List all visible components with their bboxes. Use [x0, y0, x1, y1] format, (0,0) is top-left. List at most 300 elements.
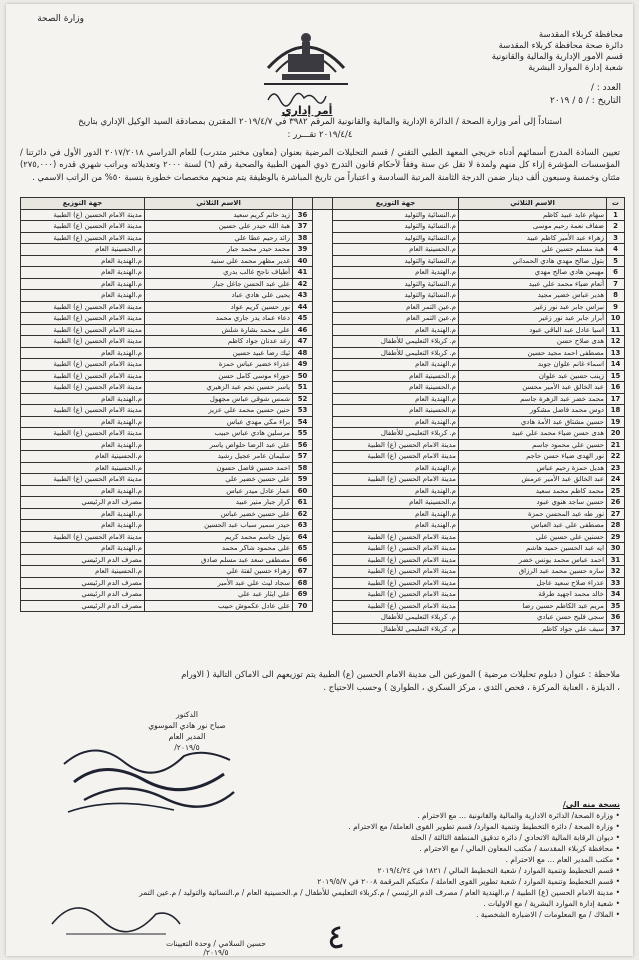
employee-name: نبراس جابر عبد نور زغير	[459, 301, 607, 313]
employee-name: علي عبد الرضا حلواص ياسر	[145, 439, 293, 451]
column-gap	[313, 612, 333, 624]
col-header-name-2: الاسم الثلاثي	[145, 198, 293, 210]
column-gap	[313, 244, 333, 256]
column-gap	[313, 520, 333, 532]
table-row	[21, 554, 625, 566]
employee-name: هدى حسن ضياء محمد علي عبيد	[459, 428, 607, 440]
row-number: 35	[607, 600, 625, 612]
assignment: م.الحسينية العام	[21, 566, 145, 578]
column-gap	[313, 543, 333, 555]
employee-name: مصطفى سعد عبد مسلم صادق	[145, 554, 293, 566]
employee-name: مصطفى احمد مجيد حسين	[459, 347, 607, 359]
table-row	[21, 255, 625, 267]
employee-name: حسنين علي حسين علي	[459, 531, 607, 543]
assignment: م.الحسينية العام	[333, 370, 459, 382]
column-gap	[313, 278, 333, 290]
row-number: 14	[607, 359, 625, 371]
employee-name: نور حسين كريم عواد	[145, 301, 293, 313]
employee-name: محمد حيدر محمد جبار	[145, 244, 293, 256]
copy-line: • شعبة إدارة الموارد البشرية / مع الاوليات .	[483, 899, 620, 908]
employee-name: دعاء عماد يدر جاري محمد	[145, 313, 293, 325]
row-number: 42	[293, 278, 313, 290]
assignment: م.الهندية العام	[333, 462, 459, 474]
employee-name: مرسلين هادي عباس حبيب	[145, 428, 293, 440]
employee-name: هبة الله حيدر علي حسين	[145, 221, 293, 233]
table-row	[21, 451, 625, 463]
row-number: 68	[293, 577, 313, 589]
row-number: 50	[293, 370, 313, 382]
ministry-text: وزارة الصحة	[37, 14, 84, 24]
assignment: مدينة الامام الحسين (ع) الطبية	[333, 451, 459, 463]
row-number: 38	[293, 232, 313, 244]
intro-line-2: ٢٠١٩/٤/٤ تقـــرر :	[287, 130, 353, 140]
row-number: 4	[607, 244, 625, 256]
column-gap	[313, 462, 333, 474]
column-gap	[313, 451, 333, 463]
doc-number: العدد : /	[590, 83, 621, 93]
table-row	[21, 393, 625, 405]
employee-name	[145, 612, 293, 624]
column-gap	[313, 531, 333, 543]
doc-date: التاريخ : / ٥ / ٢٠١٩	[550, 96, 621, 106]
signature-title: الدكتور	[176, 710, 198, 719]
assignment: م.الهندية العام	[21, 485, 145, 497]
column-gap	[313, 577, 333, 589]
employee-name: علي عادل عكموش حبيب	[145, 600, 293, 612]
signature-date: ٢٠١٩/٥/	[174, 743, 200, 752]
row-number: 63	[293, 520, 313, 532]
page-number-text: ٤	[326, 917, 346, 957]
assignment: مدينة الامام الحسين (ع) الطبية	[21, 359, 145, 371]
table-row	[21, 416, 625, 428]
row-number: 52	[293, 393, 313, 405]
column-gap	[313, 497, 333, 509]
row-number: 1	[607, 209, 625, 221]
column-gap	[313, 405, 333, 417]
table-row	[21, 577, 625, 589]
assignment: م.الحسينية العام	[333, 244, 459, 256]
row-number: 41	[293, 267, 313, 279]
intro-line-1: استناداً إلى أمر وزارة الصحة / الدائرة الإدارية والمالية والقانونية المرقم ٣٩٨٢ في ٢٠١٩/٤/٧ المقترن بمصادقة السيد الوكيل الإداري بتاريخ	[78, 117, 562, 127]
row-number: 48	[293, 347, 313, 359]
copy-line: • الملاك / مع المعلومات / الاضبارة الشخصية .	[476, 910, 620, 919]
letterhead-line-4: شعبة إدارة الموارد البشرية	[528, 63, 623, 73]
assignment: مصرف الدم الرئيسي	[21, 577, 145, 589]
copy-line: • ديوان الرقابة المالية الاتحادي / دائرة تدقيق المنطقة الثالثة / الحلة	[410, 833, 620, 842]
copy-line: • مكتب المدير العام ... مع الاحترام .	[505, 855, 620, 864]
footer-clerk: حسين السلامي / وحدة التعيينات ٢٠١٩/٥/	[166, 939, 266, 957]
column-gap	[313, 382, 333, 394]
column-gap	[313, 439, 333, 451]
employee-name: ايه عبد الحسين حميد هاشم	[459, 543, 607, 555]
column-gap	[313, 290, 333, 302]
assignment: م.الهندية العام	[333, 324, 459, 336]
assignment: مصرف الدم الرئيسي	[21, 497, 145, 509]
col-header-dest: جهة التوزيع	[333, 198, 459, 210]
column-gap	[313, 393, 333, 405]
copy-line: • مدينة الامام الحسين (ع) الطبية / م.الهندية العام / مصرف الدم الرئيسي / م.كربلاء التعليمي للأطفال / م.الحسينية العام / م.النسائية والتوليد / م.عين التمر	[139, 888, 620, 897]
assignment: م.الهندية العام	[21, 290, 145, 302]
row-number: 58	[293, 462, 313, 474]
employee-name: محمد كاظم محمد سعيد	[459, 485, 607, 497]
assignment: م.النسائية والتوليد	[333, 232, 459, 244]
row-number: 28	[607, 520, 625, 532]
column-gap	[313, 508, 333, 520]
row-number: 49	[293, 359, 313, 371]
column-gap	[313, 347, 333, 359]
employee-name: عذراء خضير عباس حمزة	[145, 359, 293, 371]
table-row	[21, 508, 625, 520]
signature-role: المدير العام	[168, 732, 206, 741]
table-row	[21, 497, 625, 509]
assignment: م.الهندية العام	[333, 393, 459, 405]
employee-name: حيدر سمير سباب عبد الحسين	[145, 520, 293, 532]
assignment: م. كربلاء التعليمي للأطفال	[333, 428, 459, 440]
table-row	[21, 485, 625, 497]
col-header-num: ت	[607, 198, 625, 210]
assignment: مدينة الامام الحسين (ع) الطبية	[21, 428, 145, 440]
assignment: مدينة الامام الحسين (ع) الطبية	[21, 336, 145, 348]
assignment: م.الهندية العام	[21, 267, 145, 279]
assignment: م. كربلاء التعليمي للأطفال	[333, 336, 459, 348]
assignment: م.الهندية العام	[21, 393, 145, 405]
employee-name: أنعام ضياء محمد علي عبيد	[459, 278, 607, 290]
employee-name: ياسر حسين نجم عبد الزهيري	[145, 382, 293, 394]
column-gap	[313, 324, 333, 336]
table-row	[21, 244, 625, 256]
employee-name: علي عبد الحسن جاغل جبار	[145, 278, 293, 290]
employee-name: احمد حسين فاضل حسون	[145, 462, 293, 474]
assignment: م.النسائية والتوليد	[333, 209, 459, 221]
assignment: مدينة الامام الحسين (ع) الطبية	[21, 324, 145, 336]
assignment: م.الهندية العام	[21, 278, 145, 290]
employee-name: زهراء عبد الأمير كاظم عبيد	[459, 232, 607, 244]
row-number: 21	[607, 439, 625, 451]
assignment: مصرف الدم الرئيسي	[21, 600, 145, 612]
employee-name: هدى صلاح حسن	[459, 336, 607, 348]
letterhead-line-3: قسم الأمور الإدارية والمالية والقانونية	[491, 52, 623, 62]
column-gap	[313, 566, 333, 578]
assignment: مدينة الامام الحسين (ع) الطبية	[21, 370, 145, 382]
letterhead-line-1: محافظة كربلاء المقدسة	[538, 30, 623, 40]
employee-name: عبد الخالق عبد الأمير محسن	[459, 382, 607, 394]
row-number: 6	[607, 267, 625, 279]
signature-name: صباح نور هادي الموسوي	[148, 721, 226, 730]
row-number: 45	[293, 313, 313, 325]
row-number	[293, 612, 313, 624]
assignment: مدينة الامام الحسين (ع) الطبية	[21, 382, 145, 394]
assignment: م.عين التمر العام	[333, 313, 459, 325]
employee-name: نور طه عبد المحسن حمزة	[459, 508, 607, 520]
row-number: 53	[293, 405, 313, 417]
assignment: م.الحسينية العام	[333, 405, 459, 417]
row-number: 31	[607, 554, 625, 566]
assignment: م.الهندية العام	[333, 508, 459, 520]
col-header-num-2	[293, 198, 313, 210]
row-number: 43	[293, 290, 313, 302]
assignment: مدينة الامام الحسين (ع) الطبية	[333, 474, 459, 486]
table-row	[21, 623, 625, 635]
employee-name: زينب حسين عبد علوان	[459, 370, 607, 382]
letterhead-line-2: دائرة صحة محافظة كربلاء المقدسة	[498, 41, 623, 51]
row-number: 56	[293, 439, 313, 451]
employee-name: حسين ساجد هنوي عبود	[459, 497, 607, 509]
assignment: مدينة الامام الحسين (ع) الطبية	[333, 439, 459, 451]
employee-name: عمار عادل ميدر عباس	[145, 485, 293, 497]
assignment: مدينة الامام الحسين (ع) الطبية	[333, 566, 459, 578]
column-gap	[313, 313, 333, 325]
assignment: م.عين التمر العام	[333, 301, 459, 313]
column-gap	[313, 485, 333, 497]
employee-name: سيف علي جواد كاظم	[459, 623, 607, 635]
employee-name: اسيا عادل عبد الباقي عبود	[459, 324, 607, 336]
intro-paragraph	[20, 116, 620, 141]
row-number: 36	[607, 612, 625, 624]
row-number: 70	[293, 600, 313, 612]
employee-name: خالد محمد اجهيد طرقة	[459, 589, 607, 601]
table-row	[21, 382, 625, 394]
assignment: م.النسائية والتوليد	[333, 255, 459, 267]
row-number: 25	[607, 485, 625, 497]
employee-name: أطياف ناجح غالب بدري	[145, 267, 293, 279]
employee-name: محمد خضر عبد الزهرة جاسم	[459, 393, 607, 405]
row-number: 16	[607, 382, 625, 394]
row-number: 9	[607, 301, 625, 313]
col-header-name: الاسم الثلاثي	[459, 198, 607, 210]
assignment: م.الهندية العام	[21, 255, 145, 267]
column-gap	[313, 232, 333, 244]
column-gap	[313, 336, 333, 348]
employee-name: يحيى علي هادي عباد	[145, 290, 293, 302]
assignment: م. كربلاء التعليمي للأطفال	[333, 612, 459, 624]
column-gap	[313, 221, 333, 233]
employee-name: هدير عباس خضير مجيد	[459, 290, 607, 302]
employee-name: حسين علي محمود جاسم	[459, 439, 607, 451]
assignment: م.الهندية العام	[333, 267, 459, 279]
copy-line: • قسم التخطيط وتنمية الموارد / شعبة تطوير القوى العاملة / مكتبكم المرقمة ٢٠٠٨ في ٢٠١٩/٥/٧	[317, 877, 620, 886]
employee-name: شمس شوقي عباس مجهول	[145, 393, 293, 405]
copy-line: • وزارة الصحة/ الدائرة الادارية والمالية والقانونية ... مع الاحترام .	[417, 811, 620, 820]
column-gap	[313, 255, 333, 267]
row-number: 29	[607, 531, 625, 543]
assignment: مدينة الامام الحسين (ع) الطبية	[333, 554, 459, 566]
column-gap	[313, 623, 333, 635]
row-number: 46	[293, 324, 313, 336]
row-number: 67	[293, 566, 313, 578]
assignment: م.الحسينية العام	[21, 462, 145, 474]
employee-name: هبة مسلم حسين علي	[459, 244, 607, 256]
table-row	[21, 290, 625, 302]
table-row	[21, 232, 625, 244]
table-row	[21, 405, 625, 417]
employee-name: نور الهدى ضياء حسن حاجم	[459, 451, 607, 463]
row-number: 39	[293, 244, 313, 256]
employee-name: رغد عدنان جواد كاظم	[145, 336, 293, 348]
employee-name: حسين مشتاق عبد الأمة هادي	[459, 416, 607, 428]
employee-name: كرار جبار منير عبيد	[145, 497, 293, 509]
assignment: م.الهندية العام	[21, 439, 145, 451]
assignment: مدينة الامام الحسين (ع) الطبية	[21, 313, 145, 325]
row-number: 18	[607, 405, 625, 417]
employee-name: ثيك رضا عبيد حسين	[145, 347, 293, 359]
table-row	[21, 278, 625, 290]
row-number: 54	[293, 416, 313, 428]
column-gap	[313, 416, 333, 428]
row-number: 17	[607, 393, 625, 405]
assignment: مدينة الامام الحسين (ع) الطبية	[333, 577, 459, 589]
employee-name: هديل حمزة رحيم عباس	[459, 462, 607, 474]
row-number: 8	[607, 290, 625, 302]
column-gap	[313, 359, 333, 371]
row-number: 10	[607, 313, 625, 325]
row-number: 15	[607, 370, 625, 382]
row-number: 7	[607, 278, 625, 290]
column-gap	[313, 198, 333, 210]
assignment: م.النسائية والتوليد	[333, 278, 459, 290]
table-row	[21, 301, 625, 313]
ministry-logo-icon	[258, 18, 354, 92]
row-number: 47	[293, 336, 313, 348]
row-number: 3	[607, 232, 625, 244]
employee-name: سليمان عامر عجيل رشيد	[145, 451, 293, 463]
assignment: م.الهندية العام	[21, 520, 145, 532]
assignment: مدينة الامام الحسين (ع) الطبية	[21, 301, 145, 313]
assignment: مدينة الامام الحسين (ع) الطبية	[333, 531, 459, 543]
row-number: 27	[607, 508, 625, 520]
employee-name: عبد الخالق عبد الأمير عرمش	[459, 474, 607, 486]
row-number: 24	[607, 474, 625, 486]
employee-name: ساره حسين محمد عبد الرزاق	[459, 566, 607, 578]
employee-name: أبرار جابر عبد نور زغير	[459, 313, 607, 325]
table-row	[21, 531, 625, 543]
assignment: م.الهندية العام	[21, 508, 145, 520]
employee-name	[145, 623, 293, 635]
row-number: 66	[293, 554, 313, 566]
row-number: 61	[293, 497, 313, 509]
employee-name: علي حسين خضير عباس	[145, 508, 293, 520]
row-number: 19	[607, 416, 625, 428]
letterhead	[443, 30, 623, 74]
row-number: 36	[293, 209, 313, 221]
employee-name: سهام عايد عبيد كاظم	[459, 209, 607, 221]
row-number: 23	[607, 462, 625, 474]
table-row	[21, 209, 625, 221]
column-gap	[313, 301, 333, 313]
employee-name: احمد عباس محمد يونس خضر	[459, 554, 607, 566]
row-number: 51	[293, 382, 313, 394]
table-row	[21, 221, 625, 233]
employee-name: زيد حاتم كريم سعيد	[145, 209, 293, 221]
row-number: 30	[607, 543, 625, 555]
copy-line: • وزارة الصحة / دائرة التخطيط وتنمية الموارد/ قسم تطوير القوى العاملة/ مع الاحترام .	[348, 822, 620, 831]
assignment: مدينة الامام الحسين (ع) الطبية	[333, 600, 459, 612]
assignment: م.الحسينية العام	[333, 497, 459, 509]
assignment	[21, 612, 145, 624]
assignment: م.الهندية العام	[21, 416, 145, 428]
row-number: 65	[293, 543, 313, 555]
row-number: 57	[293, 451, 313, 463]
row-number: 55	[293, 428, 313, 440]
row-number: 37	[607, 623, 625, 635]
assignment: م.الحسينية العام	[21, 451, 145, 463]
employee-name: مريم عبد الكاظم حسين رضا	[459, 600, 607, 612]
table-row	[21, 370, 625, 382]
row-number: 13	[607, 347, 625, 359]
employee-name: براء مكي مهدي عباس	[145, 416, 293, 428]
document-page	[6, 4, 633, 956]
row-number: 26	[607, 497, 625, 509]
assignment: مدينة الامام الحسين (ع) الطبية	[21, 232, 145, 244]
employee-name: عذراء صلاح سعيد عاجل	[459, 577, 607, 589]
row-number: 32	[607, 566, 625, 578]
employee-name: علي محمد بشارة شلش	[145, 324, 293, 336]
column-gap	[313, 600, 333, 612]
employee-name: مهيمن هادي صالح مهدي	[459, 267, 607, 279]
row-number: 34	[607, 589, 625, 601]
table-row	[21, 359, 625, 371]
note-line-1: ملاحظة : عنوان ( دبلوم تحليلات مرضية ) الموزعين الى مدينة الامام الحسين (ع) الطبية يتم توزيعهم الى الاماكن التالية ( الاورام	[181, 669, 620, 679]
table-row	[21, 600, 625, 612]
assignment: م.الحسينية العام	[333, 382, 459, 394]
assignment: م.الهندية العام	[333, 485, 459, 497]
row-number: 22	[607, 451, 625, 463]
employee-name: رائد رحيم عطا علي	[145, 232, 293, 244]
assignment: مدينة الامام الحسين (ع) الطبية	[21, 474, 145, 486]
column-gap	[313, 474, 333, 486]
row-number: 64	[293, 531, 313, 543]
assignment: مصرف الدم الرئيسي	[21, 554, 145, 566]
employee-name: ضفاف نعمة رحيم موسى	[459, 221, 607, 233]
handwritten-page-number	[306, 914, 366, 958]
assignment: م.الهندية العام	[333, 520, 459, 532]
row-number: 40	[293, 255, 313, 267]
assignment: م.الهندية العام	[21, 543, 145, 555]
row-number: 20	[607, 428, 625, 440]
employee-name: سجى فليح حسن عبادي	[459, 612, 607, 624]
employee-name: حوراء موسى كامل حسن	[145, 370, 293, 382]
copies-title: نسخة منه الى/	[562, 800, 620, 809]
assignment	[21, 623, 145, 635]
row-number: 69	[293, 589, 313, 601]
row-number: 60	[293, 485, 313, 497]
employee-name: علي محمود شاكر محمد	[145, 543, 293, 555]
employee-name: حنين حسين محمد علي عزيز	[145, 405, 293, 417]
column-gap	[313, 554, 333, 566]
staff-table-body	[21, 209, 625, 635]
table-row	[21, 439, 625, 451]
row-number: 2	[607, 221, 625, 233]
table-header-row	[21, 198, 625, 210]
employee-name: علي حسين خضير علي	[145, 474, 293, 486]
staff-table	[20, 197, 625, 635]
table-row	[21, 336, 625, 348]
row-number: 33	[607, 577, 625, 589]
column-gap	[313, 209, 333, 221]
assignment: م. كربلاء التعليمي للأطفال	[333, 623, 459, 635]
employee-name: مصطفى علي عبد العباس	[459, 520, 607, 532]
assignment: م.الحسينية العام	[21, 244, 145, 256]
assignment: م.النسائية والتوليد	[333, 290, 459, 302]
table-row	[21, 474, 625, 486]
employee-name: دوس محمد فاضل مشكور	[459, 405, 607, 417]
table-row	[21, 462, 625, 474]
column-gap	[313, 267, 333, 279]
table-row	[21, 347, 625, 359]
document-title: أمر إداري	[281, 104, 333, 117]
note-paragraph	[20, 668, 620, 694]
employee-name: سجاد ليث علي عبد الأمير	[145, 577, 293, 589]
row-number	[293, 623, 313, 635]
